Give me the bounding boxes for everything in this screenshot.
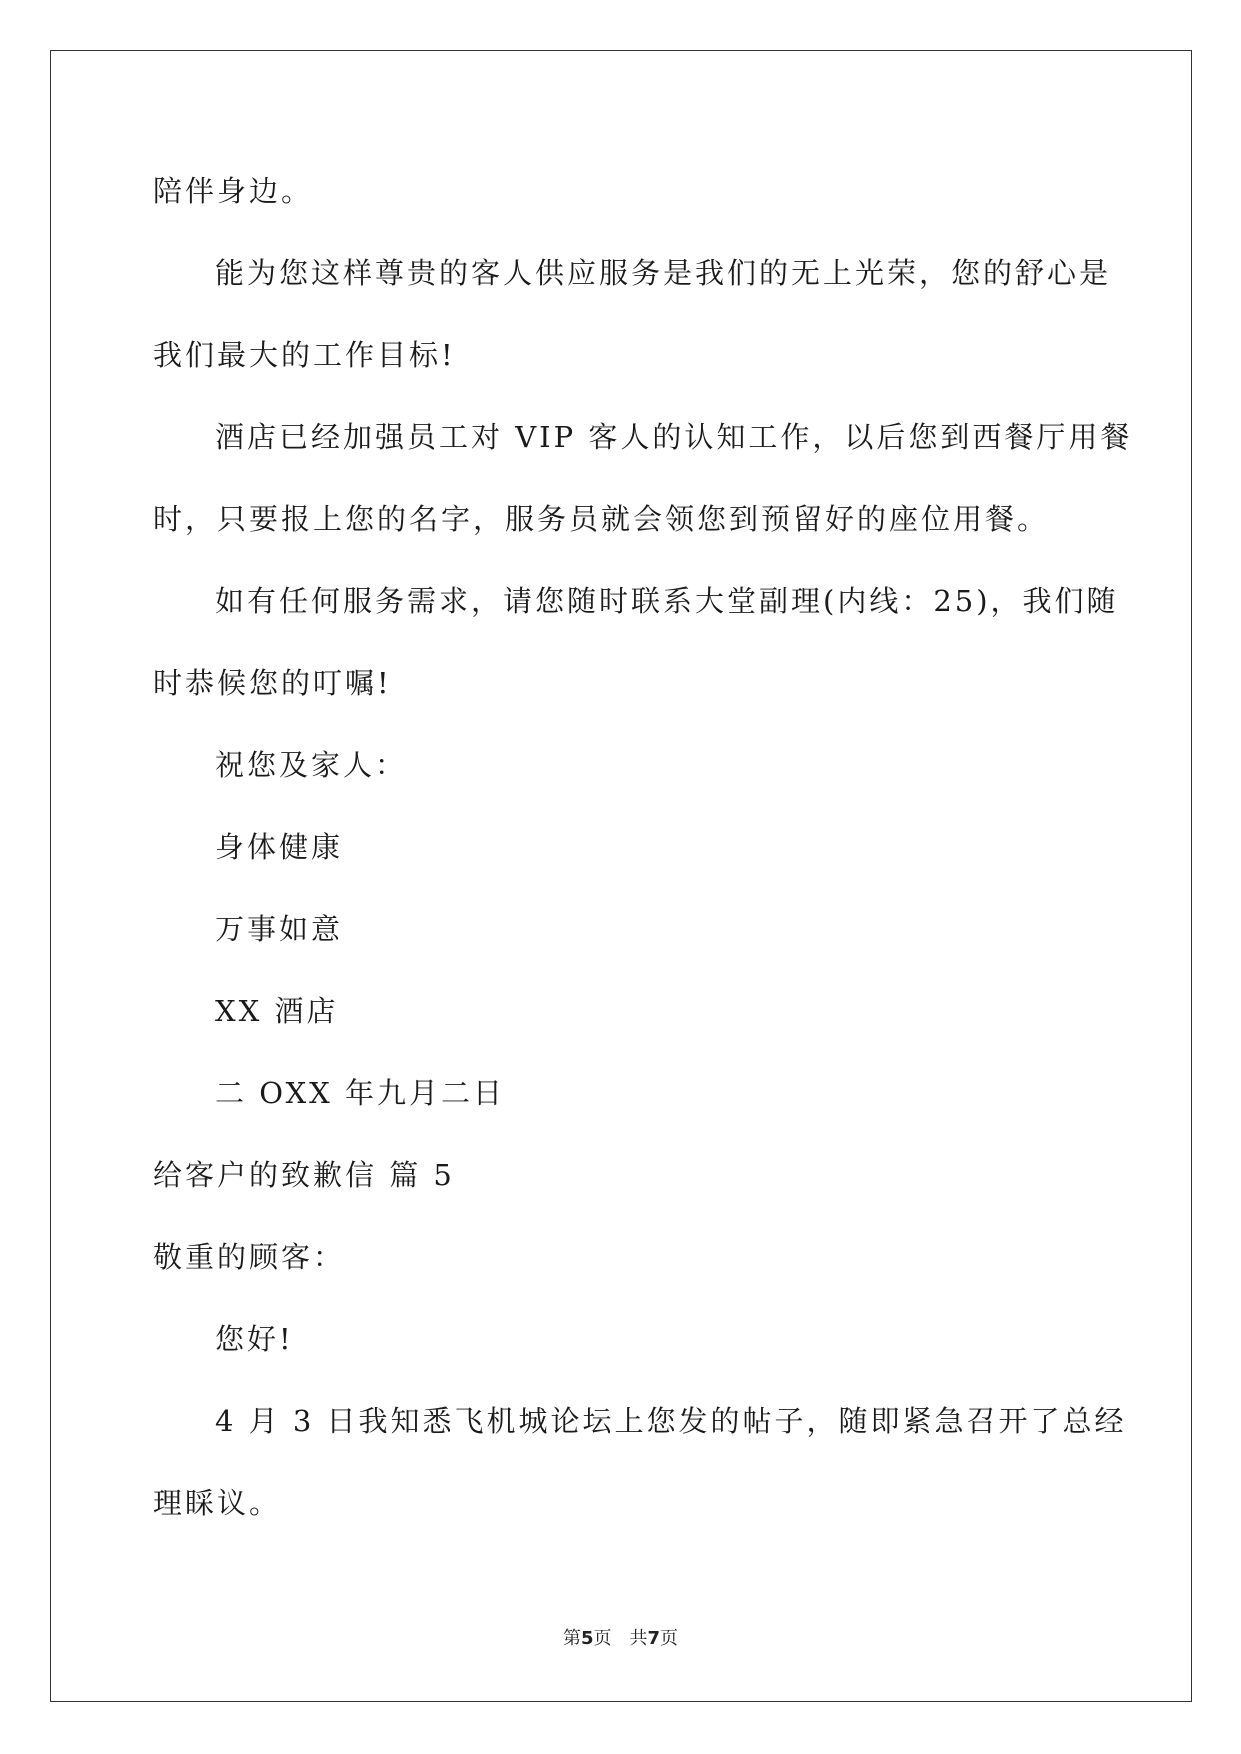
text-line-5: 时，只要报上您的名字，服务员就会领您到预留好的座位用餐。 [153,502,1050,536]
page-current: 5 [580,1628,594,1649]
signature-line: XX 酒店 [215,994,339,1028]
page-suffix: 页 [593,1628,612,1649]
page-footer [0,1624,1241,1650]
text-line-2: 能为您这样尊贵的客人供应服务是我们的无上光荣，您的舒心是 [215,256,1112,290]
wish-line-1: 身体健康 [215,830,344,864]
total-suffix: 页 [660,1628,679,1649]
greeting-line: 祝您及家人： [215,748,408,782]
document-body [153,163,1133,1557]
text-line-1: 陪伴身边。 [153,174,314,208]
text-line-4: 酒店已经加强员工对 VIP 客人的认知工作，以后您到西餐厅用餐 [215,420,1133,454]
hello-line: 您好! [215,1322,294,1356]
text-line-3: 我们最大的工作目标! [153,338,456,372]
date-line: 二 OXX 年九月二日 [215,1076,505,1110]
section-heading: 给客户的致歉信 篇 5 [153,1158,455,1192]
text-line-6: 如有任何服务需求，请您随时联系大堂副理(内线：25)，我们随 [215,584,1119,618]
text-line-16: 4 月 3 日我知悉飞机城论坛上您发的帖子，随即紧急召开了总经 [215,1404,1127,1438]
text-line-7: 时恭候您的叮嘱! [153,666,392,700]
wish-line-2: 万事如意 [215,912,344,946]
page-total: 7 [647,1628,661,1649]
total-prefix: 共 [629,1628,648,1649]
page-prefix: 第 [562,1628,581,1649]
salutation-line: 敬重的顾客： [153,1240,346,1274]
text-line-17: 理睬议。 [153,1486,282,1520]
